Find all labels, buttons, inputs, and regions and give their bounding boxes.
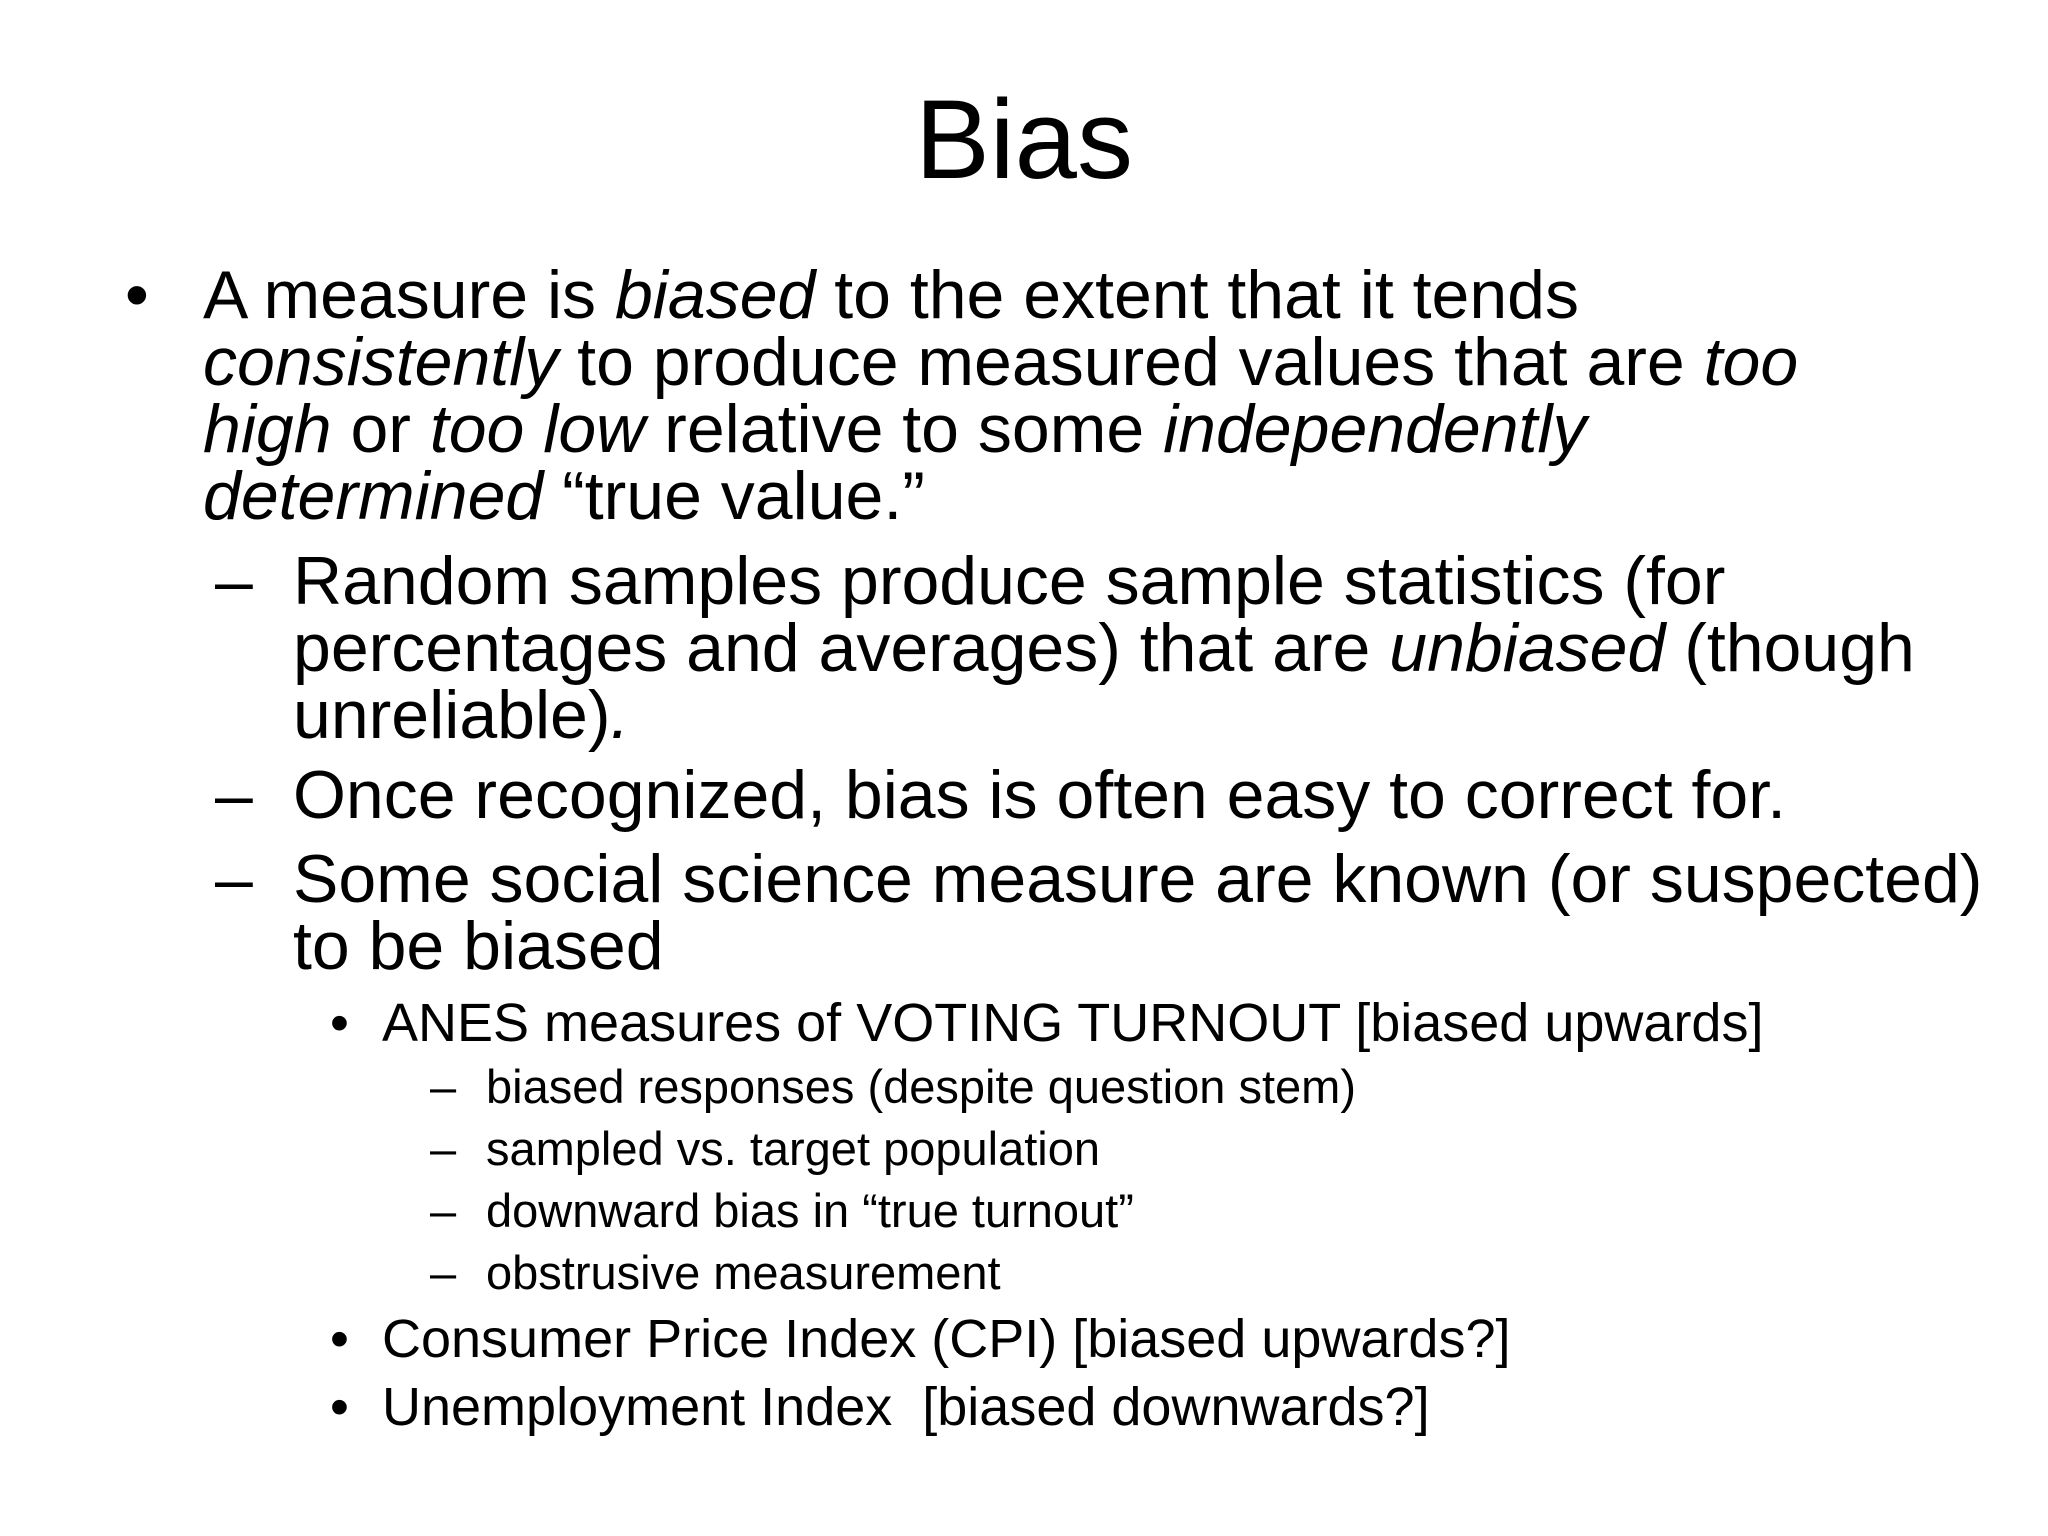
example-text: Consumer Price Index (CPI) [biased upwards?]: [382, 1309, 1511, 1369]
bullet-marker: •: [125, 257, 149, 333]
subpoint-text: Random samples produce sample statistics (for percentages and averages) that are unbiased (though unreliable).: [293, 543, 1915, 753]
dash-marker: –: [430, 1246, 457, 1299]
subpoint-known-biased: [215, 841, 2025, 984]
example-cpi: [328, 1306, 2008, 1372]
subpoint-once-recognized: [215, 757, 2025, 833]
bullet-marker: •: [330, 1309, 349, 1369]
subpoint-text: Some social science measure are known (or suspected) to be biased: [293, 841, 1983, 984]
anes-reason-item: [430, 1242, 1990, 1304]
anes-reason-text: sampled vs. target population: [486, 1122, 1100, 1175]
example-anes: [328, 990, 2008, 1056]
dash-marker: –: [430, 1122, 457, 1175]
slide-title: Bias: [915, 77, 1133, 202]
dash-marker: –: [430, 1184, 457, 1237]
dash-marker: –: [215, 757, 253, 833]
anes-reason-text: downward bias in “true turnout”: [486, 1184, 1134, 1237]
dash-marker: –: [215, 841, 253, 917]
example-text: Unemployment Index [biased downwards?]: [382, 1377, 1430, 1437]
bullet-marker: •: [330, 993, 349, 1053]
example-text: ANES measures of VOTING TURNOUT [biased upwards]: [382, 993, 1764, 1053]
bullet-marker: •: [330, 1377, 349, 1437]
dash-marker: –: [215, 543, 253, 619]
bullet-main-point: [125, 257, 1945, 534]
anes-reason-text: obstrusive measurement: [486, 1246, 1001, 1299]
dash-marker: –: [430, 1060, 457, 1113]
subpoint-random-samples: [215, 543, 2025, 753]
subpoint-text: Once recognized, bias is often easy to correct for.: [293, 757, 1786, 833]
anes-reason-item: [430, 1056, 1990, 1118]
anes-reason-item: [430, 1118, 1990, 1180]
anes-reason-text: biased responses (despite question stem): [486, 1060, 1356, 1113]
example-unemployment: [328, 1374, 2008, 1440]
main-point-text: A measure is biased to the extent that it tends consistently to produce measured values that are too high or too low relative to some independently determined “true value.”: [203, 257, 1799, 534]
anes-reason-item: [430, 1180, 1990, 1242]
